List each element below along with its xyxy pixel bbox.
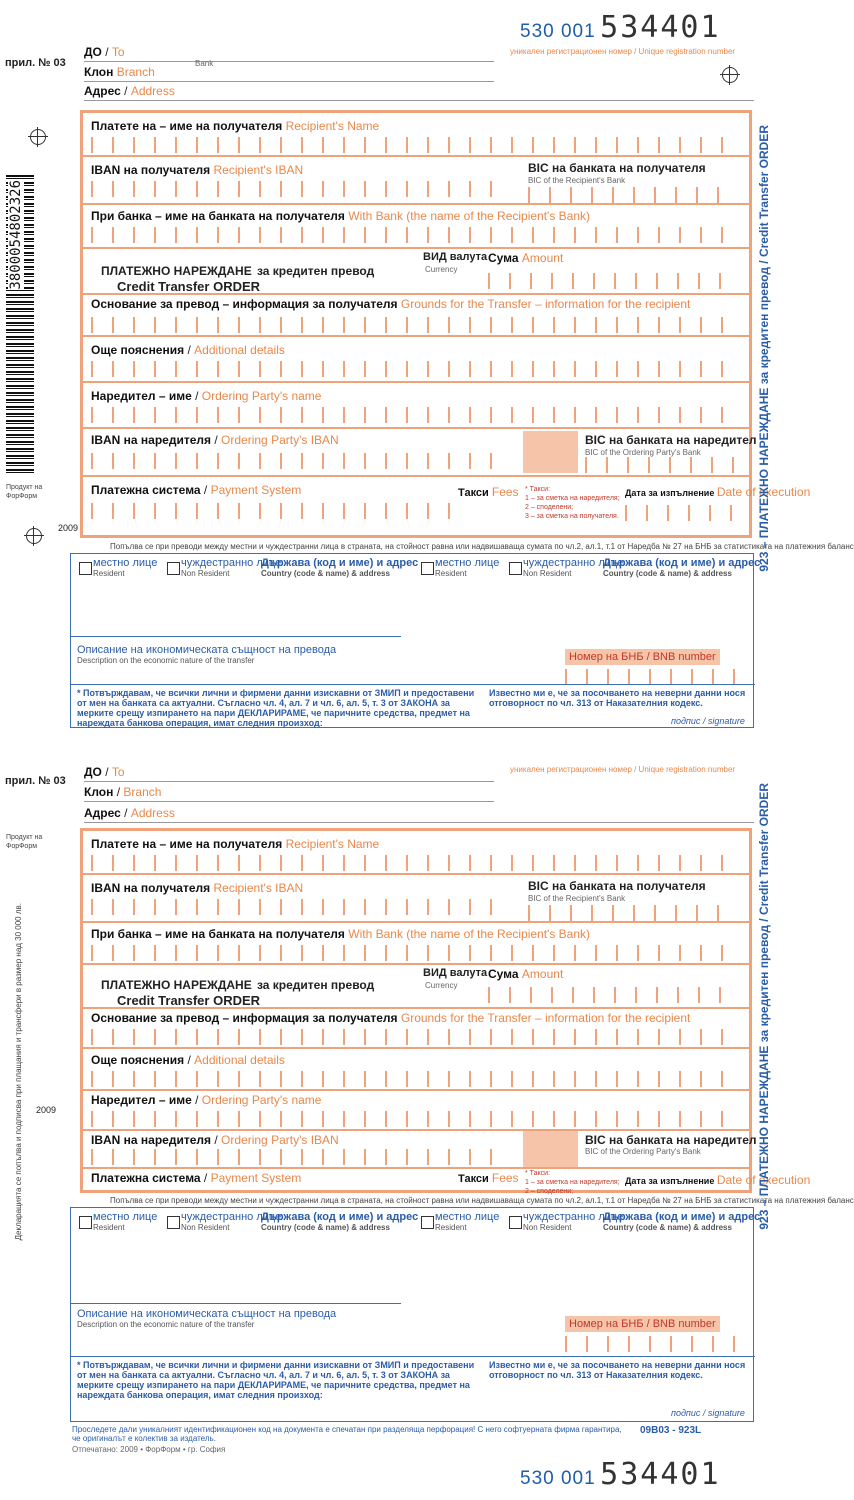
with-bank-label: При банка – име на банката на получателя With Bank (the name of the Recipient's Bank): [91, 927, 591, 941]
to-label: ДО / To: [84, 765, 125, 779]
orderer-label: Наредител – име / Ordering Party's name: [91, 389, 322, 403]
reg-number-hint: уникален регистрационен номер / Unique registration number: [510, 765, 736, 774]
grounds-field[interactable]: [91, 317, 741, 333]
resident-label-2: местно лице Resident: [435, 557, 500, 578]
resident-checkbox-2[interactable]: [421, 562, 434, 575]
stat-note: Попълва се при преводи между местни и чуждестранни лица в страната, на стойност равна или надвишаваща сумата по чл.2, ал.1, т.1 от Наредба № 27 на БНБ за статистиката на платежния баланс: [110, 542, 854, 551]
nonresident-label-2: чуждестранно лице Non Resident: [523, 1211, 624, 1232]
currency-en: Currency: [425, 265, 458, 274]
currency-label: ВИД валута: [423, 967, 488, 979]
nonresident-label: чуждестранно лице Non Resident: [181, 1211, 282, 1232]
bic-orderer-en: BIC of the Ordering Party's Bank: [585, 448, 701, 457]
bic-orderer-label: BIC на банката на наредител: [585, 433, 757, 447]
amount-label: Сума Amount: [488, 967, 564, 981]
address-label: Адрес / Address: [84, 806, 175, 820]
country-label: Държава (код и име) и адрес Country (code & name) & address: [261, 1211, 419, 1232]
serial-number-bottom: [520, 1457, 721, 1492]
orderer-field[interactable]: [91, 1111, 741, 1127]
bic-recipient-label: BIC на банката на получателя: [528, 879, 706, 893]
economic-label: Описание на икономическата същност на превода Description on the economic nature of the transfer: [77, 644, 337, 665]
amount-field[interactable]: [488, 273, 738, 289]
branch-label: Клон / Branch: [84, 785, 162, 799]
additional-field[interactable]: [91, 361, 741, 377]
product-note: Продукт на ФорФорм: [6, 834, 43, 850]
side-title: 923 – ПЛАТЕЖНО НАРЕЖДАНЕ за кредитен превод / Credit Transfer ORDER: [757, 125, 771, 572]
resident-label: местно лице Resident: [93, 557, 158, 578]
country-label: Държава (код и име) и адрес Country (code & name) & address: [261, 557, 419, 578]
nonresident-checkbox[interactable]: [167, 1216, 180, 1229]
bnb-number-label: Номер на БНБ / BNB number: [565, 649, 720, 665]
exec-date-label: Дата за изпълнение Date of execution: [625, 485, 811, 499]
resident-label: местно лице Resident: [93, 1211, 158, 1232]
side-title: 923 – ПЛАТЕЖНО НАРЕЖДАНЕ за кредитен превод / Credit Transfer ORDER: [757, 783, 771, 1230]
grounds-label: Основание за превод – информация за получателя Grounds for the Transfer – information for the recipient: [91, 297, 691, 311]
address-line[interactable]: [84, 822, 754, 823]
reserved-area: [523, 1131, 578, 1167]
with-bank-field[interactable]: [91, 227, 741, 243]
with-bank-field[interactable]: [91, 945, 741, 961]
barcode-digits: 3800054802326: [8, 180, 24, 290]
recipient-label: Платете на – име на получателя Recipient's Name: [91, 119, 380, 133]
to-line[interactable]: [84, 61, 494, 62]
year-label: 2009: [58, 523, 79, 533]
nonresident-checkbox-2[interactable]: [509, 1216, 522, 1229]
iban-orderer-field[interactable]: [91, 453, 511, 469]
grounds-label: Основание за превод – информация за получателя Grounds for the Transfer – information for the recipient: [91, 1011, 691, 1025]
bnb-number-label: Номер на БНБ / BNB number: [565, 1316, 720, 1332]
currency-label: ВИД валута: [423, 251, 488, 263]
serial-code: 534401: [600, 1457, 721, 1492]
registration-mark-icon: [722, 67, 738, 83]
serial-prefix: 530 001: [520, 1468, 596, 1489]
fees-note: * Такси: 1 – за сметка на наредителя; 2 – споделени; 3 – за сметка на получателя.: [525, 486, 620, 520]
appendix-label: прил. № 03: [5, 775, 66, 787]
form-code: 09В03 - 923L: [640, 1425, 702, 1436]
branch-line[interactable]: [84, 81, 494, 82]
footer-note: Проследете дали уникалният идентификационен код на документа е спечатан при разделяща перфорация! С него софтуерната фирма гарантира, че оригиналът е колектив за издатель.: [72, 1425, 622, 1443]
iban-recipient-label: IBAN на получателя Recipient's IBAN: [91, 881, 304, 895]
bic-recipient-en: BIC of the Recipient's Bank: [528, 176, 626, 185]
stat-note: Попълва се при преводи между местни и чуждестранни лица в страната, на стойност равна или надвишаваща сумата по чл.2, ал.1, т.1 от Наредба № 27 на БНБ за статистиката на платежния баланс: [110, 1196, 854, 1205]
iban-orderer-label: IBAN на наредителя / Ordering Party's IBAN: [91, 433, 339, 447]
economic-label: Описание на икономическата същност на превода Description on the economic nature of the transfer: [77, 1308, 337, 1329]
branch-line[interactable]: [84, 801, 494, 802]
bic-recipient-field[interactable]: [528, 905, 738, 921]
recipient-label: Платете на – име на получателя Recipient's Name: [91, 837, 380, 851]
bnb-number-field[interactable]: [565, 669, 740, 685]
registration-mark-icon: [30, 129, 46, 145]
iban-orderer-label: IBAN на наредителя / Ordering Party's IBAN: [91, 1133, 339, 1147]
serial-code: 534401: [600, 10, 721, 45]
serial-prefix: 530 001: [520, 21, 596, 42]
payment-system-field[interactable]: [91, 503, 451, 519]
grounds-field[interactable]: [91, 1029, 741, 1045]
currency-en: Currency: [425, 981, 458, 990]
signature-label: подпис / signature: [671, 716, 745, 726]
nonresident-checkbox-2[interactable]: [509, 562, 522, 575]
bnb-number-field[interactable]: [565, 1336, 740, 1352]
signature-label: подпис / signature: [671, 1408, 745, 1418]
known-text: Известно ми е, че за посочването на неверни данни нося отговорност по чл. 313 от Наказателния кодекс.: [489, 1360, 746, 1380]
nonresident-label: чуждестранно лице Non Resident: [181, 557, 282, 578]
form-copy-1: [0, 45, 854, 735]
form-title: ПЛАТЕЖНО НАРЕЖДАНЕ за кредитен превод: [101, 978, 375, 992]
bank-hint: Bank: [195, 59, 214, 68]
orderer-field[interactable]: [91, 407, 741, 423]
form-copy-2: [0, 763, 854, 1454]
additional-label: Още пояснения / Additional details: [91, 343, 285, 357]
additional-field[interactable]: [91, 1071, 741, 1087]
form-title-en: Credit Transfer ORDER: [117, 993, 261, 1008]
form-title: ПЛАТЕЖНО НАРЕЖДАНЕ за кредитен превод: [101, 264, 375, 278]
declaration-box: [70, 1207, 761, 1422]
bic-recipient-field[interactable]: [528, 187, 738, 203]
form-title-en: Credit Transfer ORDER: [117, 279, 261, 294]
reg-number-hint: уникален регистрационен номер / Unique registration number: [510, 47, 736, 56]
resident-checkbox[interactable]: [79, 562, 92, 575]
confirm-text: * Потвърждавам, че всички лични и фирмени данни изискавни от ЗМИП и предоставени от мен на банката са актуални. Съгласно чл. 4, ал. 7 и чл. 6, ал. 5, т. 3 от ЗАКОНА за мерките срещу изпирането на пари ДЕКЛАРИРАМЕ, че паричните средства, предмет на нареждата банкова операция, имат следния произход:: [77, 1360, 475, 1400]
fees-note: * Такси: 1 – за сметка на наредителя; 2 – споделени;: [525, 1170, 620, 1195]
footer-small: Отпечатано: 2009 • ФорФорм • гр. София: [72, 1445, 226, 1454]
to-line[interactable]: [84, 781, 494, 782]
iban-recipient-label: IBAN на получателя Recipient's IBAN: [91, 163, 304, 177]
address-label: Адрес / Address: [84, 84, 175, 98]
country-label-2: Държава (код и име) и адрес Country (code & name) & address: [603, 1211, 761, 1232]
bic-recipient-label: BIC на банката на получателя: [528, 161, 706, 175]
iban-orderer-field[interactable]: [91, 1149, 511, 1165]
payment-system-label: Платежна система / Payment System: [91, 483, 302, 497]
resident-checkbox[interactable]: [79, 1216, 92, 1229]
additional-label: Още пояснения / Additional details: [91, 1053, 285, 1067]
amount-field[interactable]: [488, 987, 738, 1003]
known-text: Известно ми е, че за посочването на неверни данни нося отговорност по чл. 313 от Наказателния кодекс.: [489, 688, 746, 708]
confirm-text: * Потвърждавам, че всички лични и фирмени данни изискавни от ЗМИП и предоставени от мен на банката са актуални. Съгласно чл. 4, ал. 7 и чл. 6, ал. 5, т. 3 от ЗАКОНА за мерките срещу изпирането на пари ДЕКЛАРИРАМЕ, че паричните средства, предмет на нареждата банкова операция, имат следния произход:: [77, 688, 475, 728]
bic-orderer-label: BIC на банката на наредител: [585, 1133, 757, 1147]
year-label: 2009: [36, 1105, 57, 1115]
branch-label: Клон Branch: [84, 65, 155, 79]
country-label-2: Държава (код и име) и адрес Country (code & name) & address: [603, 557, 761, 578]
recipient-name-field[interactable]: [91, 137, 741, 153]
amount-label: Сума Amount: [488, 251, 564, 265]
fees-label: Такси Fees: [458, 1171, 519, 1185]
iban-recipient-field[interactable]: [91, 899, 511, 915]
product-note: Продукт на ФорФорм: [6, 484, 43, 500]
declaration-box: [70, 553, 761, 728]
bic-orderer-en: BIC of the Ordering Party's Bank: [585, 1147, 701, 1156]
exec-date-label: Дата за изпълнение Date of execution: [625, 1173, 811, 1187]
nonresident-label-2: чуждестранно лице Non Resident: [523, 557, 624, 578]
nonresident-checkbox[interactable]: [167, 562, 180, 575]
declaration-note: Декларацията се попълва и подписва при плащания и трансфери в размер над 30 000 лв.: [14, 903, 23, 1241]
payment-system-label: Платежна система / Payment System: [91, 1171, 302, 1185]
iban-recipient-field[interactable]: [91, 181, 511, 197]
serial-number-top: [520, 10, 721, 45]
address-line[interactable]: [84, 100, 754, 101]
to-label: ДО / To: [84, 45, 125, 59]
exec-date-field[interactable]: [625, 505, 740, 521]
bic-orderer-field[interactable]: [585, 457, 740, 473]
appendix-label: прил. № 03: [5, 57, 66, 69]
bic-recipient-en: BIC of the Recipient's Bank: [528, 894, 626, 903]
reserved-area: [523, 431, 578, 473]
with-bank-label: При банка – име на банката на получателя With Bank (the name of the Recipient's Bank): [91, 209, 591, 223]
orderer-label: Наредител – име / Ordering Party's name: [91, 1093, 322, 1107]
recipient-name-field[interactable]: [91, 855, 741, 871]
resident-label-2: местно лице Resident: [435, 1211, 500, 1232]
registration-mark-icon: [26, 528, 42, 544]
resident-checkbox-2[interactable]: [421, 1216, 434, 1229]
fees-label: Такси Fees: [458, 485, 519, 499]
